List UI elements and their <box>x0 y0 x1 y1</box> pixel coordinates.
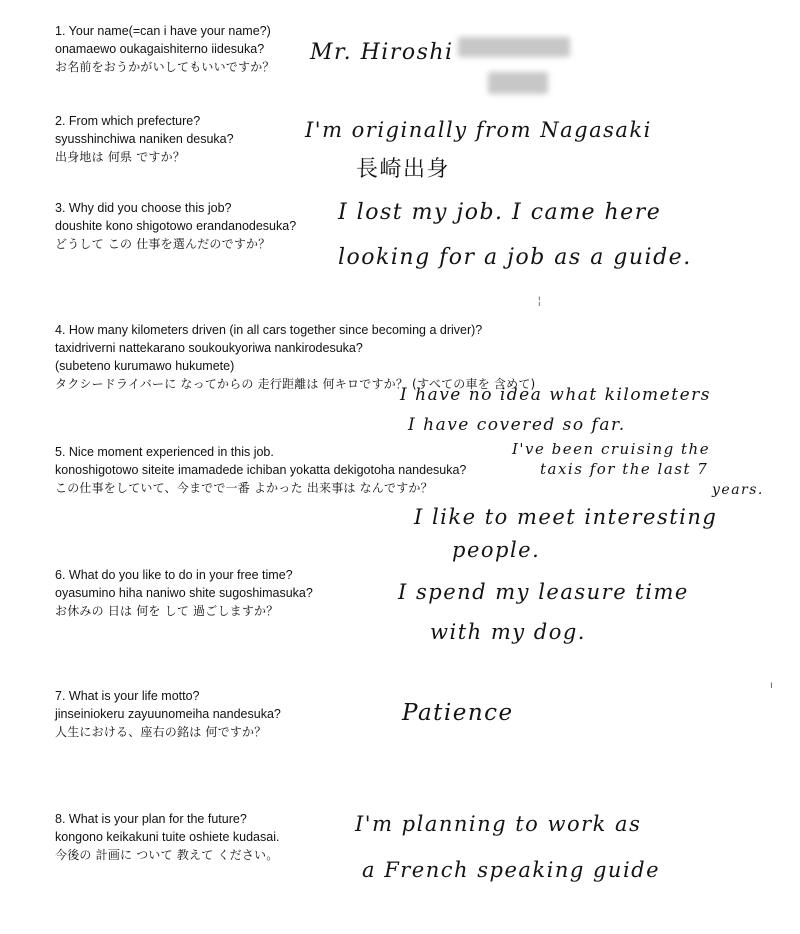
answer-4-line-2: I have covered so far. <box>408 415 626 435</box>
question-8-romaji: kongono keikakuni tuite oshiete kudasai. <box>55 830 280 844</box>
question-4 <box>55 321 535 393</box>
question-1-romaji: onamaewo oukagaishiterno iidesuka? <box>55 42 265 56</box>
answer-8-line-1: I'm planning to work as <box>355 812 642 836</box>
question-1-japanese: お名前をおうかがいしてもいいですか？ <box>55 60 275 74</box>
question-4-japanese: タクシードライバーに なってからの 走行距離は 何キロですか？ (すべての車を 含めて) <box>55 377 536 391</box>
question-2-english: 2. From which prefecture? <box>55 114 201 128</box>
question-5-romaji: konoshigotowo siteite imamadede ichiban yokatta dekigotoha nandesuka? <box>55 463 467 477</box>
question-8-english: 8. What is your plan for the future? <box>55 812 247 826</box>
question-7-romaji: jinseiniokeru zayuunomeiha nandesuka? <box>55 707 281 721</box>
question-5-english: 5. Nice moment experienced in this job. <box>55 445 274 459</box>
question-3 <box>55 199 296 253</box>
answer-6-line-1: I spend my leasure time <box>398 580 689 604</box>
question-7-japanese: 人生における、座右の銘は 何ですか？ <box>55 725 267 739</box>
question-7 <box>55 687 281 741</box>
question-5-japanese: この仕事をしていて、今までで一番 よかった 出来事は なんですか？ <box>55 481 433 495</box>
question-6-english: 6. What do you like to do in your free time? <box>55 568 293 582</box>
answer-6-line-2: with my dog. <box>430 620 586 644</box>
question-7-english: 7. What is your life motto? <box>55 689 200 703</box>
question-3-english: 3. Why did you choose this job? <box>55 201 232 215</box>
answer-5-line-2: people. <box>452 538 541 562</box>
answer-2: I'm originally from Nagasaki <box>305 118 652 142</box>
question-2-japanese: 出身地は 何県 ですか？ <box>55 150 186 164</box>
question-6 <box>55 566 313 620</box>
answer-4-line-3: I've been cruising the <box>512 440 711 458</box>
question-1-english: 1. Your name(=can i have your name?) <box>55 24 271 38</box>
question-8 <box>55 810 279 864</box>
redacted-surname-kanji <box>488 72 548 94</box>
question-5 <box>55 443 466 497</box>
question-3-romaji: doushite kono shigotowo erandanodesuka? <box>55 219 297 233</box>
question-6-romaji: oyasumino hiha naniwo shite sugoshimasuka? <box>55 586 313 600</box>
answer-7: Patience <box>402 700 514 726</box>
question-1 <box>55 22 275 76</box>
question-3-japanese: どうして この 仕事を選んだのですか？ <box>55 237 271 251</box>
answer-3-line-1: I lost my job. I came here <box>338 200 662 225</box>
question-8-japanese: 今後の 計画に ついて 教えて ください。 <box>55 848 279 862</box>
question-6-japanese: お休みの 日は 何を して 過ごしますか？ <box>55 604 279 618</box>
answer-2-japanese: 長崎出身 <box>356 157 451 182</box>
answer-5-line-1: I like to meet interesting <box>414 505 718 529</box>
question-2 <box>55 112 234 166</box>
redacted-surname <box>458 37 570 57</box>
answer-3-line-2: looking for a job as a guide. <box>338 245 692 270</box>
stray-mark-2: ı <box>770 680 773 691</box>
stray-mark: ¦ <box>538 296 541 307</box>
question-4-romaji: taxidriverni nattekarano soukoukyoriwa nankirodesuka? <box>55 341 363 355</box>
question-2-romaji: syusshinchiwa naniken desuka? <box>55 132 234 146</box>
question-4-romaji-2: (subeteno kurumawo hukumete) <box>55 359 235 373</box>
answer-1-name: Mr. Hiroshi <box>310 40 454 65</box>
answer-4-line-4: taxis for the last 7 <box>540 460 709 478</box>
question-4-english: 4. How many kilometers driven (in all cars together since becoming a driver)? <box>55 323 483 337</box>
answer-8-line-2: a French speaking guide <box>362 858 661 882</box>
answer-4-line-1: I have no idea what kilometers <box>400 385 711 405</box>
answer-4-line-5: years. <box>712 482 764 498</box>
